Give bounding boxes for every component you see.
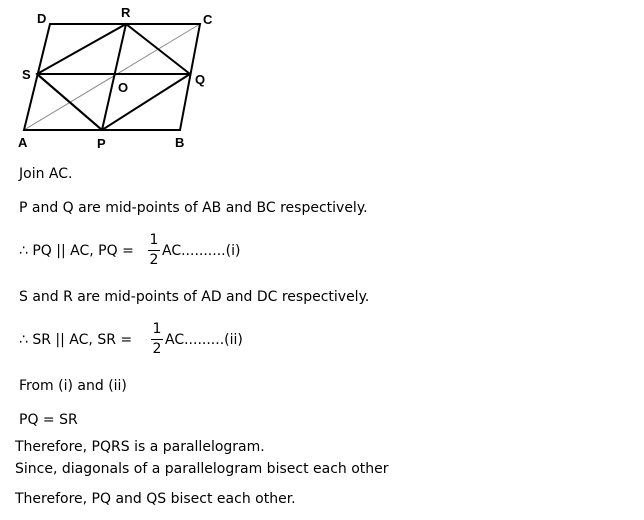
statement-pq-equals-sr: PQ = SR	[19, 412, 78, 428]
vertex-label-b: B	[175, 135, 185, 150]
statement-sr-midpoints: S and R are mid-points of AD and DC respectively.	[19, 289, 370, 305]
equation-sr-lead: ∴ SR || AC, SR =	[19, 332, 133, 348]
fraction-denominator: 2	[152, 341, 162, 357]
fraction-denominator: 2	[149, 252, 159, 268]
vertex-label-q: Q	[195, 72, 206, 87]
statement-therefore-bisect: Therefore, PQ and QS bisect each other.	[15, 491, 296, 507]
parallelogram-figure	[0, 0, 260, 160]
fraction-one-half	[151, 320, 163, 360]
fraction-numerator: 1	[152, 321, 162, 337]
diagonal-ac	[24, 24, 200, 130]
statement-from: From (i) and (ii)	[19, 378, 127, 394]
statement-join-ac: Join AC.	[19, 166, 73, 182]
statement-since-diagonals: Since, diagonals of a parallelogram bisect each other	[15, 461, 389, 477]
equation-sr	[19, 320, 289, 360]
vertex-label-s: S	[22, 67, 31, 82]
vertex-label-r: R	[121, 5, 131, 20]
equation-pq-lead: ∴ PQ || AC, PQ =	[19, 243, 134, 259]
equation-sr-tail: AC.........(ii)	[165, 332, 243, 348]
fraction-bar	[148, 250, 160, 251]
statement-therefore-parallelogram: Therefore, PQRS is a parallelogram.	[15, 439, 265, 455]
fraction-one-half	[148, 231, 160, 271]
vertex-label-a: A	[18, 135, 28, 150]
segment-pr	[102, 24, 129, 130]
fraction-numerator: 1	[149, 232, 159, 248]
equation-pq-tail: AC..........(i)	[162, 243, 241, 259]
segment-ps	[37, 74, 102, 130]
vertex-label-o: O	[118, 80, 129, 95]
vertex-label-d: D	[37, 11, 47, 26]
equation-pq	[19, 231, 289, 271]
vertex-label-c: C	[203, 12, 213, 27]
statement-pq-midpoints: P and Q are mid-points of AB and BC respectively.	[19, 200, 368, 216]
vertex-label-p: P	[97, 136, 106, 151]
fraction-bar	[151, 339, 163, 340]
